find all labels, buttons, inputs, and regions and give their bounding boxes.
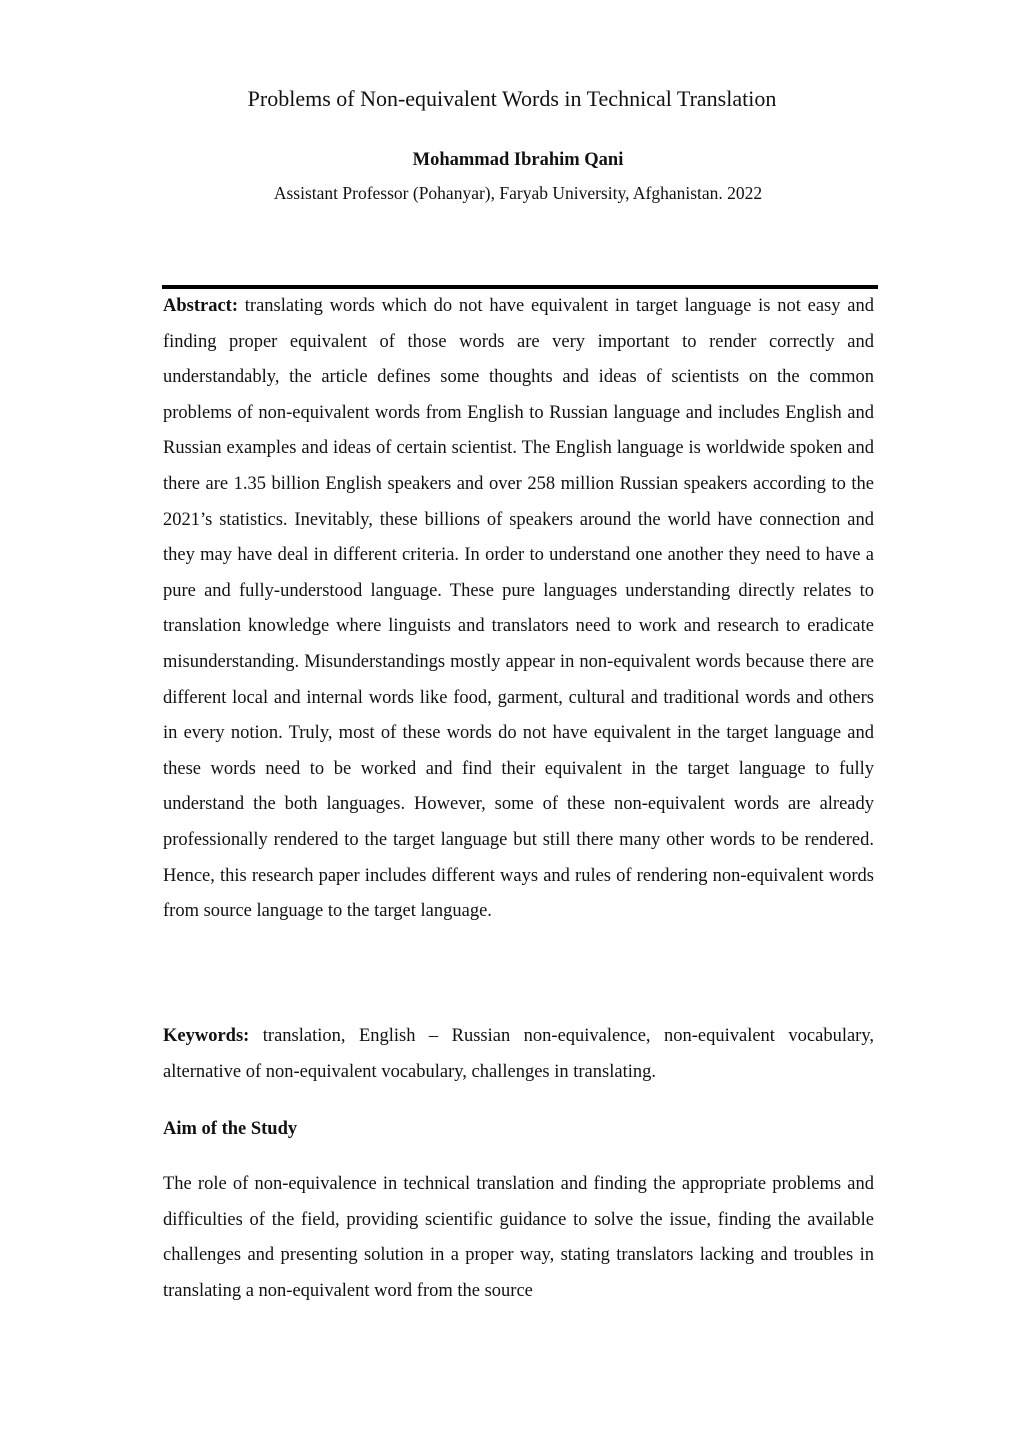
author-affiliation: Assistant Professor (Pohanyar), Faryab University, Afghanistan. 2022 bbox=[273, 183, 763, 203]
keywords-paragraph bbox=[163, 1019, 874, 1090]
aim-paragraph: The role of non-equivalence in technical translation and finding the appropriate problems and difficulties of the field, providing scientific guidance to solve the issue, finding the available challenges and presenting solution in a proper way, stating translators lacking and troubles in translating a non-equivalent word from the source bbox=[163, 1174, 874, 1301]
abstract-label: Abstract: bbox=[163, 296, 239, 316]
keywords-text: translation, English – Russian non-equivalence, non-equivalent vocabulary, alternative of non-equivalent vocabulary, challenges in translating. bbox=[163, 1026, 875, 1082]
paper-title: Problems of Non-equivalent Words in Technical Translation bbox=[247, 86, 777, 111]
aim-heading: Aim of the Study bbox=[163, 1119, 298, 1139]
author-name: Mohammad Ibrahim Qani bbox=[412, 150, 624, 170]
abstract-paragraph bbox=[163, 289, 874, 930]
abstract-text: translating words which do not have equivalent in target language is not easy and finding proper equivalent of those words are very important to render correctly and understandably, the article defines some thoughts and ideas of scientists on the common problems of non-equivalent words from English to Russian language and includes English and Russian examples and ideas of certain scientist. The English language is worldwide spoken and there are 1.35 billion English speakers and over 258 million Russian speakers according to the 2021’s statistics. Inevitably, these billions of speakers around the world have connection and they may have deal in different criteria. In order to understand one another they need to have a pure and fully-understood language. These pure languages understanding directly relates to translation knowledge where linguists and translators need to work and research to eradicate misunderstanding. Misunderstandings mostly appear in non-equivalent words because there are different local and internal words like food, garment, cultural and traditional words and others in every notion. Truly, most of these words do not have equivalent in the target language and these words need to be worked and find their equivalent in the target language to fully understand the both languages. However, some of these non-equivalent words are already professionally rendered to the target language but still there many other words to be rendered. Hence, this research paper includes different ways and rules of rendering non-equivalent words from source language to the target language. bbox=[163, 296, 874, 922]
keywords-label: Keywords: bbox=[163, 1026, 250, 1046]
